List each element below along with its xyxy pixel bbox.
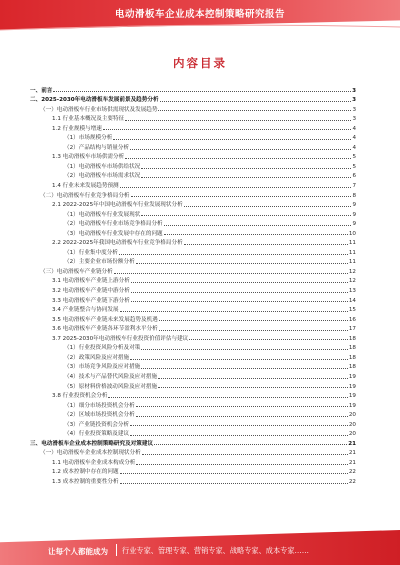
toc-entry-label: 1.4 行业未来发展趋势预测 xyxy=(52,183,119,190)
toc-leader-dots xyxy=(125,120,351,121)
toc-entry-page: 5 xyxy=(352,163,356,170)
toc-entry[interactable] xyxy=(30,141,356,151)
toc-leader-dots xyxy=(103,129,352,130)
toc-leader-dots xyxy=(136,263,348,264)
toc-entry-page: 19 xyxy=(348,393,356,400)
toc-leader-dots xyxy=(130,149,351,150)
toc-leader-dots xyxy=(164,225,352,226)
toc-leader-dots xyxy=(158,378,348,379)
toc-entry[interactable] xyxy=(30,246,356,256)
toc-leader-dots xyxy=(120,187,352,188)
toc-entry[interactable] xyxy=(30,351,356,361)
toc-entry-label: （三）电动滑板车产业链分析 xyxy=(40,268,113,275)
footer-slogan: 让每个人都能成为 xyxy=(48,547,108,556)
toc-entry[interactable] xyxy=(30,170,356,180)
toc-leader-dots xyxy=(184,206,352,207)
toc-entry-page: 6 xyxy=(352,173,356,180)
toc-entry[interactable] xyxy=(30,399,356,409)
toc-entry[interactable] xyxy=(30,370,356,380)
header-title: 电动滑板车企业成本控制策略研究报告 xyxy=(114,9,285,20)
toc-entry[interactable] xyxy=(30,409,356,419)
toc-entry-label: 3.6 电动滑板车产业链各环节盈利水平分析 xyxy=(52,326,158,333)
toc-leader-dots xyxy=(53,91,351,92)
toc-entry-page: 9 xyxy=(352,211,356,218)
toc-leader-dots xyxy=(159,330,348,331)
toc-entry-label: （1）市场规模分析 xyxy=(64,135,113,142)
toc-leader-dots xyxy=(159,320,348,321)
toc-entry[interactable] xyxy=(30,256,356,266)
toc-entry-label: （2）电动滑板车市场需求状况 xyxy=(64,173,141,180)
toc-leader-dots xyxy=(141,215,351,216)
toc-entry[interactable] xyxy=(30,294,356,304)
toc-entry-page: 20 xyxy=(348,431,356,438)
toc-leader-dots xyxy=(136,464,347,465)
toc-entry[interactable] xyxy=(30,342,356,352)
toc-entry-page: 11 xyxy=(348,259,356,266)
toc-leader-dots xyxy=(108,397,347,398)
toc-entry[interactable] xyxy=(30,132,356,142)
toc-entry-page: 21 xyxy=(348,440,356,447)
toc-leader-dots xyxy=(114,273,348,274)
toc-entry[interactable] xyxy=(30,313,356,323)
toc-entry[interactable] xyxy=(30,304,356,314)
toc-entry[interactable] xyxy=(30,447,356,457)
toc-entry-page: 14 xyxy=(348,297,356,304)
toc-entry-label: 3.5 电动滑板车产业链未来发展趋势及机遇 xyxy=(52,316,158,323)
toc-entry-page: 3 xyxy=(352,97,356,104)
toc-entry[interactable] xyxy=(30,84,356,94)
toc-entry-label: （1）电动滑板车市场供给状况 xyxy=(64,163,141,170)
table-of-contents xyxy=(30,84,356,485)
toc-entry-page: 21 xyxy=(348,450,356,457)
toc-entry-label: 1.3 成本控制的重要性分析 xyxy=(52,478,119,485)
toc-leader-dots xyxy=(130,435,348,436)
toc-entry-label: （2）区域市场投资机会分析 xyxy=(64,412,135,419)
toc-entry-page: 18 xyxy=(348,345,356,352)
toc-entry-label: 3.1 电动滑板车产业链上游分析 xyxy=(52,278,130,285)
toc-leader-dots xyxy=(160,101,352,102)
toc-entry[interactable] xyxy=(30,428,356,438)
toc-entry-page: 11 xyxy=(348,249,356,256)
footer-divider xyxy=(116,544,117,556)
toc-leader-dots xyxy=(164,234,348,235)
toc-entry-page: 12 xyxy=(348,268,356,275)
toc-entry-page: 16 xyxy=(348,316,356,323)
toc-leader-dots xyxy=(136,406,348,407)
toc-leader-dots xyxy=(130,359,348,360)
toc-entry-label: 2.1 2022-2025年中国电动滑板车行业发展现状分析 xyxy=(52,202,183,209)
toc-leader-dots xyxy=(131,301,348,302)
toc-leader-dots xyxy=(131,292,348,293)
toc-leader-dots xyxy=(120,473,348,474)
toc-entry[interactable] xyxy=(30,265,356,275)
toc-entry-label: （1）细分市场投资机会分析 xyxy=(64,402,135,409)
footer-roles: 行业专家、管理专家、营销专家、战略专家、成本专家…… xyxy=(122,546,309,555)
toc-entry[interactable] xyxy=(30,94,356,104)
toc-entry-label: （2）主要企业市场份额分析 xyxy=(64,259,135,266)
toc-leader-dots xyxy=(113,139,351,140)
toc-entry-label: （2）电动滑板车行业市场竞争格局分析 xyxy=(64,221,163,228)
toc-entry-label: （一）电动滑板车行业市场供需现状及发展趋势 xyxy=(40,106,158,113)
toc-leader-dots xyxy=(131,196,352,197)
toc-entry[interactable] xyxy=(30,237,356,247)
toc-entry-page: 18 xyxy=(348,335,356,342)
toc-entry[interactable] xyxy=(30,151,356,161)
toc-entry-label: 3.7 2025-2030年电动滑板车行业投资价值评估与建议 xyxy=(52,335,189,342)
toc-entry-label: 1.1 电动滑板车企业成本构成分析 xyxy=(52,459,136,466)
toc-entry[interactable] xyxy=(30,113,356,123)
toc-leader-dots xyxy=(120,483,348,484)
toc-entry[interactable] xyxy=(30,122,356,132)
toc-leader-dots xyxy=(141,177,351,178)
toc-entry-page: 18 xyxy=(348,364,356,371)
toc-leader-dots xyxy=(154,444,347,445)
toc-leader-dots xyxy=(130,425,348,426)
toc-entry-label: （5）原材料价格波动风险及应对措施 xyxy=(64,383,158,390)
toc-entry[interactable] xyxy=(30,103,356,113)
toc-entry-page: 10 xyxy=(348,230,356,237)
toc-entry-page: 19 xyxy=(348,373,356,380)
toc-entry[interactable] xyxy=(30,160,356,170)
toc-entry-page: 18 xyxy=(348,354,356,361)
toc-entry-page: 4 xyxy=(352,125,356,132)
toc-entry-label: 3.2 电动滑板车产业链中游分析 xyxy=(52,288,130,295)
toc-entry-label: 1.2 成本控制中存在的问题 xyxy=(52,469,119,476)
toc-leader-dots xyxy=(120,311,348,312)
toc-entry-page: 3 xyxy=(352,116,356,123)
toc-entry[interactable] xyxy=(30,199,356,209)
toc-entry-page: 7 xyxy=(352,183,356,190)
toc-entry[interactable] xyxy=(30,179,356,189)
toc-entry-label: （1）电动滑板车行业发展现状 xyxy=(64,211,141,218)
toc-entry[interactable] xyxy=(30,218,356,228)
toc-entry-page: 13 xyxy=(348,288,356,295)
toc-entry-page: 9 xyxy=(352,202,356,209)
toc-entry-label: （4）技术与产品替代风险及应对措施 xyxy=(64,373,158,380)
toc-entry-label: （1）行业集中度分析 xyxy=(64,249,118,256)
toc-leader-dots xyxy=(131,282,348,283)
toc-entry-page: 21 xyxy=(348,459,356,466)
toc-leader-dots xyxy=(141,368,348,369)
toc-entry-label: 1.1 行业基本概况及主要特征 xyxy=(52,116,125,123)
toc-entry-page: 20 xyxy=(348,421,356,428)
toc-entry[interactable] xyxy=(30,189,356,199)
toc-entry-label: （二）电动滑板车行业竞争格局分析 xyxy=(40,192,130,199)
toc-entry[interactable] xyxy=(30,418,356,428)
toc-entry-page: 4 xyxy=(352,135,356,142)
toc-leader-dots xyxy=(119,254,348,255)
toc-entry-page: 12 xyxy=(348,278,356,285)
document-title: 内容目录 xyxy=(173,56,227,70)
toc-entry-label: （3）产业链投资机会分析 xyxy=(64,421,130,428)
toc-entry-label: 1.3 电动滑板车市场供需分析 xyxy=(52,154,125,161)
toc-entry-page: 11 xyxy=(348,240,356,247)
toc-entry-label: （3）市场竞争风险及应对措施 xyxy=(64,364,141,371)
toc-entry-page: 22 xyxy=(348,478,356,485)
toc-entry-label: （1）行业投资风险分析及对策 xyxy=(64,345,141,352)
toc-leader-dots xyxy=(158,110,351,111)
toc-entry-page: 22 xyxy=(348,469,356,476)
toc-entry-page: 3 xyxy=(352,87,356,94)
toc-entry[interactable] xyxy=(30,208,356,218)
toc-entry-page: 9 xyxy=(352,221,356,228)
toc-entry[interactable] xyxy=(30,323,356,333)
toc-entry-label: （2）政策风险及应对措施 xyxy=(64,354,130,361)
toc-entry-page: 15 xyxy=(348,307,356,314)
toc-entry-label: 3.4 产业链整合与协同发展 xyxy=(52,307,119,314)
toc-leader-dots xyxy=(141,168,351,169)
toc-entry-label: 三、电动滑板车企业成本控制策略研究及对策建议 xyxy=(30,440,154,447)
toc-entry-label: （3）电动滑板车行业发展中存在的问题 xyxy=(64,230,163,237)
toc-entry-label: （一）电动滑板车企业成本控制现状分析 xyxy=(40,450,141,457)
toc-leader-dots xyxy=(184,244,348,245)
toc-entry-label: 3.8 行业投资机会分析 xyxy=(52,393,108,400)
toc-leader-dots xyxy=(142,454,348,455)
toc-leader-dots xyxy=(158,387,348,388)
toc-entry-label: 1.2 行业规模与增速 xyxy=(52,125,102,132)
toc-entry-page: 3 xyxy=(352,106,356,113)
toc-entry[interactable] xyxy=(30,275,356,285)
toc-entry[interactable] xyxy=(30,466,356,476)
toc-entry-page: 20 xyxy=(348,412,356,419)
toc-entry[interactable] xyxy=(30,475,356,485)
toc-leader-dots xyxy=(125,158,351,159)
toc-entry-label: 3.3 电动滑板车产业链下游分析 xyxy=(52,297,130,304)
toc-entry[interactable] xyxy=(30,227,356,237)
toc-entry[interactable] xyxy=(30,361,356,371)
toc-entry-page: 19 xyxy=(348,383,356,390)
toc-entry-label: 二、2025-2030年电动滑板车发展前景及趋势分析 xyxy=(30,97,159,104)
toc-entry-page: 8 xyxy=(352,192,356,199)
toc-entry-page: 4 xyxy=(352,144,356,151)
toc-entry[interactable] xyxy=(30,332,356,342)
header-swoosh xyxy=(0,24,400,34)
toc-entry[interactable] xyxy=(30,380,356,390)
toc-entry[interactable] xyxy=(30,284,356,294)
toc-entry[interactable] xyxy=(30,390,356,400)
toc-leader-dots xyxy=(136,416,348,417)
toc-leader-dots xyxy=(141,349,348,350)
toc-entry-label: （4）行业投资策略及建议 xyxy=(64,431,130,438)
toc-leader-dots xyxy=(189,339,348,340)
toc-entry-page: 5 xyxy=(352,154,356,161)
toc-entry-label: 一、前言 xyxy=(30,87,53,94)
toc-entry-label: （2）产品结构与销量分析 xyxy=(64,144,130,151)
toc-entry-label: 2.2 2022-2025年我国电动滑板车行业竞争格局分析 xyxy=(52,240,183,247)
toc-entry-page: 19 xyxy=(348,402,356,409)
toc-entry[interactable] xyxy=(30,437,356,447)
toc-entry-page: 17 xyxy=(348,326,356,333)
toc-entry[interactable] xyxy=(30,456,356,466)
